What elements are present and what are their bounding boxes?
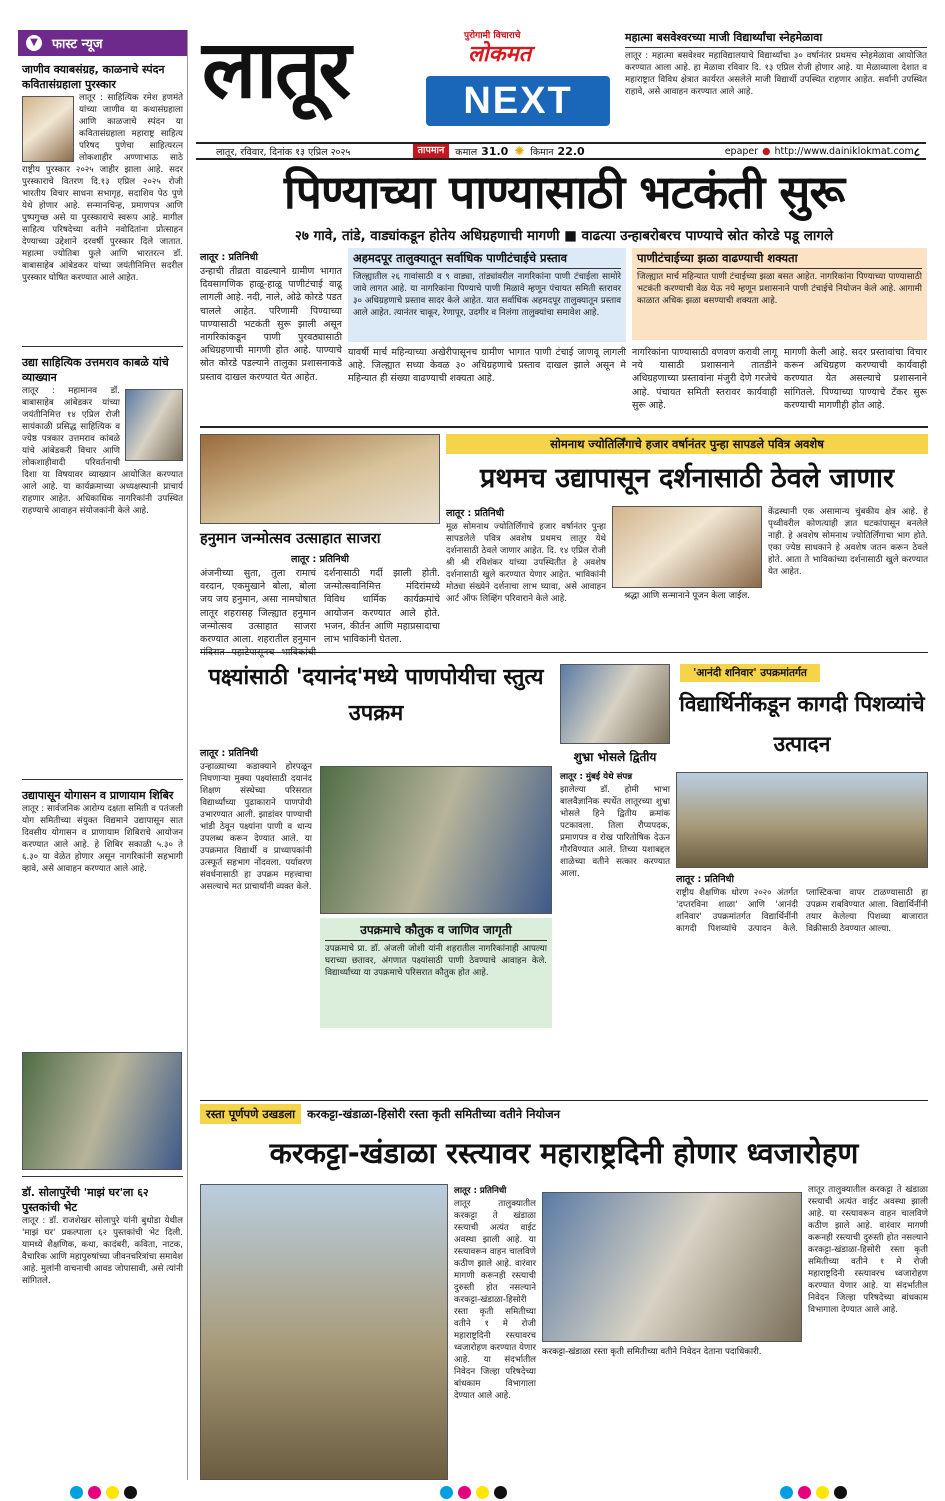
- lead-box-1: अहमदपूर तालुक्यातून सर्वाधिक पाणीटंचाईचे प्रस्ताव जिल्ह्यातील २६ गावांसाठी व ९ वाड्या, तांड्यांवरील नागरिकांना पाणी टंचाईला सामोरे जावे लागत आहे. या नागरिकांना पिण्याचे पाणी मिळावे म्हणून पंचायत समिती स्तरावर ३० अधिग्रहणाचे प्रस्ताव सादर केले आहेत. यात सर्वाधिक अहमदपूर तालुक्यातून प्रस्ताव आले आहेत. त्यानंतर चाकूर, रेणापूर, उदगीर व निलंगा तालुक्यांचा समावेश आहे.: [348, 248, 626, 342]
- dayanand-col-1: लातूर : प्रतिनिधी उन्हाळ्याच्या कडाक्याने होरपळून निघणाऱ्या मुक्या पक्ष्यांसाठी दयानंद शिक्षण संस्थेच्या परिसरात विद्यार्थ्यांच्या पुढाकाराने पाणपोयी उभारण्यात आली. झाडांवर पाण्याची भांडी ठेवून पक्ष्यांना पाणी व धान्य उपलब्ध करून देण्यात आले. या उपक्रमात विद्यार्थी व प्राध्यापकांनी उत्स्फूर्त सहभाग नोंदवला. पर्यावरण संवर्धनासाठी हा उपक्रम महत्त्वाचा असल्याचे मत प्राचार्यांनी व्यक्त केले.: [200, 748, 312, 892]
- somnath-headline: प्रथमच उद्यापासून दर्शनासाठी ठेवले जाणार: [479, 463, 895, 494]
- register-mark: [458, 1486, 471, 1499]
- anandi-kicker: 'आनंदी शनिवार' उपक्रमांतर्गत: [680, 664, 820, 682]
- yoga-photo: [22, 1052, 182, 1170]
- page-number: ८: [913, 144, 920, 159]
- next-logo: NEXT: [426, 76, 610, 126]
- sidebar-item: उद्यापासून योगासन व प्राणायाम शिबिर लातूर : सार्वजनिक आरोग्य दक्षता समिती व पतंजली योग समितीच्या संयुक्त विद्यमाने उद्यापासून सात दिवसीय योगासन व प्राणायाम शिबिराचे आयोजन करण्यात आले आहे. हे शिबिर सकाळी ५.३० ते ६.३० या वेळेत होणार असून नागरिकांनी सहभागी व्हावे, असे आवाहन करण्यात आले आहे.: [18, 784, 187, 1170]
- karkatta-kicker: रस्ता पूर्णपणे उखडला: [200, 1104, 301, 1124]
- road-photo: [200, 1184, 448, 1480]
- hanuman-story: लातूर : प्रतिनिधी अंजनीच्या सुता, तुला रामाचं वरदान, एकमुखाने बोला, बोला जय जय हनुमान, असा नामघोषात लातूर शहरासह जिल्ह्यात हनुमान जन्मोत्सव उत्साहात साजरा करण्यात आला. शहरातील हनुमान दर्शनासाठी गर्दी झाली होती. जन्मोत्सवानिमित्त मंदिरांमध्ये विविध धार्मिक कार्यक्रमांचे आयोजन करण्यात आले होते. भजन, कीर्तन आणि महाप्रसादाचा लाभ भाविकांनी घेतला.: [200, 554, 440, 646]
- dayanand-photo: [320, 766, 552, 914]
- karkatta-col-1: लातूर : प्रतिनिधी लातूर तालुक्यातील करकट्टा ते खंडाळा रस्त्याची अत्यंत वाईट अवस्था झाली आहे. या रस्त्यावरून वाहन चालविणे कठीण झाले आहे. वारंवार मागणी करूनही रस्त्याची दुरुस्ती होत नसल्याने करकट्टा-खंडाळा-हिसोरी रस्ता कृती समितीच्या वतीने १ मे रोजी महाराष्ट्रदिनी रस्त्यावरच ध्वजारोहण करण्यात येणार आहे. या संदर्भातील निवेदन जिल्हा परिषदेच्या बांधकाम विभागाला देण्यात आले आहे.: [454, 1186, 536, 1401]
- register-mark: [476, 1486, 489, 1499]
- anandi-headline: विद्यार्थिनींकडून कागदी पिशव्यांचे उत्पादन: [679, 692, 925, 756]
- dateline: लातूर, रविवार, दिनांक १३ एप्रिल २०२५: [216, 146, 351, 158]
- karkatta-col-2: लातूर तालुक्यातील करकट्टा ते खंडाळा रस्त्याची अत्यंत वाईट अवस्था झाली आहे. या रस्त्यावरून वाहन चालविणे कठीण झाले आहे. वारंवार मागणी करूनही रस्त्याची दुरुस्ती होत नसल्याने करकट्टा-खंडाळा-हिसोरी रस्ता कृती समितीच्या वतीने १ मे रोजी महाराष्ट्रदिनी रस्त्यावरच ध्वजारोहण करण्यात येणार आहे. या संदर्भातील निवेदन जिल्हा परिषदेच्या बांधकाम विभागाला देण्यात आले आहे.: [808, 1185, 928, 1315]
- sidebar-item: उद्या साहित्यिक उत्तमराव काबळे यांचे व्याख्यान लातूर : महामानव डॉ. बाबासाहेब आंबेडकर यांच्या जयंतीनिमित्त १४ एप्रिल रोजी सायंकाळी प्रसिद्ध साहित्यिक व ज्येष्ठ पत्रकार उत्तमराव कांबळे यांचे आंबेडकरी विचार आणि लोकशाहीवादी परिवर्तनाची दिशा या विषयावर व्याख्यान आयोजित करण्यात आले आहे. या कार्यक्रमाच्या अध्यक्षस्थानी प्राचार्य राहणार आहेत. अधिकाधिक नागरिकांनी उपस्थित राहण्याचे आवाहन संयोजकांनी केले आहे.: [22, 356, 183, 516]
- register-mark: [124, 1486, 137, 1499]
- lead-headline: पिण्याच्या पाण्यासाठी भटकंती सुरू: [283, 165, 845, 219]
- dayanand-box: उपक्रमाचे कौतुक व जाणिव जागृती उपक्रमाचे प्रा. डॉ. अंजली जोशी यांनी शहरातील नागरिकांनाही आपल्या घराच्या छतावर, अंगणात पक्ष्यांसाठी पाणी ठेवण्याचे आवाहन केले. विद्यार्थ्यांच्या या उपक्रमाचे परिसरात कौतुक होत आहे.: [320, 918, 552, 1028]
- register-mark: [780, 1486, 793, 1499]
- temperature-label: तापमान: [413, 144, 450, 158]
- chevron-down-icon: ▼: [26, 35, 42, 51]
- dayanand-headline: पक्ष्यांसाठी 'दयानंद'मध्ये पाणपोयीचा स्तुत्य उपक्रम: [208, 665, 544, 726]
- register-mark: [88, 1486, 101, 1499]
- website-link[interactable]: http://www.dainiklokmat.com: [774, 145, 914, 157]
- somnath-kicker: सोमनाथ ज्योतिर्लिंगाचे हजार वर्षानंतर पुन्हा सापडले पवित्र अवशेष: [446, 434, 928, 454]
- max-temp: 31.0: [481, 144, 509, 158]
- register-mark: [494, 1486, 507, 1499]
- shubha-story: लातूर : मुंबई येथे संपन्न झालेल्या डॉ. होमी भाभा बालवैज्ञानिक स्पर्धेत लातूरच्या शुभ्रा भोसले हिने द्वितीय क्रमांक पटकावला. तिला रौप्यपदक, प्रमाणपत्र व रोख पारितोषिक देऊन गौरविण्यात आले. तिच्या यशाबद्दल शाळेच्या वतीने सत्कार करण्यात आला.: [560, 772, 670, 879]
- somnath-photo: [612, 506, 762, 588]
- author-photo: [125, 389, 183, 461]
- tagline: पुरोगामी विचाराचे: [464, 31, 521, 41]
- shubha-caption: शुभ्रा भोसले द्वितीय: [573, 750, 657, 764]
- sidebar-item: जाणीव क्याबसंग्रह, काळनाचे स्पंदन कवितासंग्रहाला पुरस्कार लातूर : साहित्यिक रमेश हणमंते यांच्या जाणीव या कथासंग्रहाला आणि काळजाचे स्पंदन या कवितासंग्रहाला महाराष्ट्र साहित्य परिषद पुणेचा साहित्यरत्न लोकशाहीर अण्णाभाऊ साठे राष्ट्रीय पुरस्कार २०२५ जाहीर झाला आहे. सदर पुरस्काराचे वितरण दि.१३ एप्रिल २०२५ रोजी भारतीय विचार साधना सभागृह, सदाशिव पेठ पुणे येथे होणार आहे. सन्मानचिन्ह, प्रमाणपत्र आणि पुष्पगुच्छ असे या पुरस्काराचे स्वरूप आहे. मागील साहित्य परिषदेच्या वतीने नवोदितांना प्रोत्साहन देण्याच्या उद्देशाने दरवर्षी पुरस्कार दिले जातात. महात्मा ज्योतिबा फुले आणि भारतरत्न डॉ. बाबासाहेब आंबेडकर यांच्या जयंतीनिमित्त सदरील पुरस्कार घोषित करण्यात आले आहेत.: [22, 63, 183, 283]
- shubha-photo: [560, 664, 670, 744]
- min-temp: 22.0: [557, 144, 585, 158]
- epaper-icon: ●: [762, 145, 771, 157]
- author-photo: [22, 96, 74, 162]
- top-news-box: महात्मा बसवेश्वरच्या माजी विद्यार्थ्यांचा स्नेहमेळावा लातूर : महात्मा बसवेश्वर महाविद्यालयाचे विद्यार्थ्यांचा ३० वर्षानंतर प्रथमच स्नेहमेळावा आयोजित करण्यात आला आहे. हा मेळावा रविवार दि. १३ एप्रिल रोजी होणार आहे. या मेळाव्याला देशात व महाराष्ट्रात विविध क्षेत्रात कार्यरत असलेले माजी विद्यार्थी उपस्थित राहणार आहेत. सर्वांनी उपस्थित राहावे, असे आवाहन करण्यात आले आहे.: [625, 31, 927, 97]
- sidebar-item: डॉ. सोलापुरेंची 'माझं घर'ला ६२ पुस्तकांची भेट लातूर : डॉ. राजशेखर सोलापुरे यांनी बुधोडा येथील 'माझं घर' प्रकल्पाला ६२ पुस्तकांची भेट दिली. यामध्ये शैक्षणिक, कथा, कादंबरी, कविता, नाटक, वैचारिक आणि महापुरुषांच्या जीवनचरित्रांचा समावेश आहे. मुलांनी वाचनाची आवड जोपासावी, असे त्यांनी सांगितले.: [22, 1186, 183, 1286]
- register-mark: [834, 1486, 847, 1499]
- epaper-label: epaper: [724, 145, 759, 157]
- karkatta-caption: करकट्टा-खंडाळा रस्ता कृती समितीच्या वतीने निवेदन देताना पदाधिकारी.: [542, 1347, 762, 1357]
- karkatta-memorandum-photo: [542, 1192, 802, 1342]
- register-mark: [106, 1486, 119, 1499]
- register-mark: [70, 1486, 83, 1499]
- anandi-story: लातूर : प्रतिनिधी राष्ट्रीय शैक्षणिक धोरण २०२० अंतर्गत 'दप्तरविना शाळा' आणि 'आनंदी शनिवार' उपक्रमांतर्गत विद्यार्थिनींनी कागदी पिशव्यांचे उत्पादन केले. प्लास्टिकचा वापर टाळण्यासाठी हा उपक्रम राबविण्यात आला. विद्यार्थिनींनी तयार केलेल्या पिशव्या बाजारात विक्रीसाठी ठेवण्यात आल्या.: [676, 874, 928, 934]
- masthead: [196, 23, 618, 146]
- karkatta-kicker-bar: रस्ता पूर्णपणे उखडला करकट्टा-खंडाळा-हिसोरी रस्ता कृती समितीच्या वतीने नियोजन: [200, 1104, 928, 1124]
- karkatta-headline: करकट्टा-खंडाळा रस्त्यावर महाराष्ट्रदिनी होणार ध्वजारोहण: [269, 1136, 859, 1170]
- top-news-title: महात्मा बसवेश्वरच्या माजी विद्यार्थ्यांचा स्नेहमेळावा: [625, 30, 927, 48]
- lead-box-2: पाणीटंचाईच्या झळा वाढण्याची शक्यता जिल्ह्यात मार्च महिन्यात पाणी टंचाईच्या झळा बसत आहेत. नागरिकांना पिण्याच्या पाण्यासाठी भटकंती करण्याची वेळ येऊ नये म्हणून प्रशासनाने पाणी टंचाईचे नियोजन केले आहे. आगामी काळात अधिक झळा बसण्याची शक्यता आहे.: [632, 248, 927, 340]
- color-register-strip: [0, 1484, 945, 1501]
- somnath-caption: श्रद्धा आणि सन्मानाने पूजन केला जाईल.: [624, 591, 750, 601]
- hanuman-temple-photo: [200, 434, 440, 524]
- lead-col-3: नागरिकांना पाण्यासाठी वणवण करावी लागू नये यासाठी प्रशासनाने तातडीने अधिग्रहणाच्या प्रस्तावांना मंजुरी देणे गरजेचे आहे. पंचायत समिती स्तरावर कार्यवाही सुरू आहे.: [632, 347, 777, 411]
- register-mark: [816, 1486, 829, 1499]
- somnath-col-1: लातूर : प्रतिनिधी मूळ सोमनाथ ज्योतिर्लिंगाचे हजार वर्षानंतर पुन्हा सापडलेले पवित्र अवशेष प्रथमच लातूर येथे दर्शनासाठी ठेवले जाणार आहेत. दि. १४ एप्रिल रोजी श्री श्री रविशंकर यांच्या उपस्थितीत हे अवशेष दर्शनासाठी खुले करण्यात येणार आहेत. भाविकांनी मोठ्या संख्येने दर्शनाचा लाभ घ्यावा, असे आवाहन आर्ट ऑफ लिव्हिंग परिवाराने केले आहे.: [446, 508, 606, 604]
- lead-col-4: मागणी केली आहे. सदर प्रस्तावांचा विचार करून अधिग्रहण करण्याची कार्यवाही करण्यात येत असल्याचे प्रशासनाने सांगितले. पिण्याच्या पाण्याचे टँकर सुरू करण्याची मागणीही होत आहे.: [784, 347, 927, 411]
- hanuman-caption: हनुमान जन्मोत्सव उत्साहात साजरा: [200, 531, 381, 547]
- register-mark: [798, 1486, 811, 1499]
- sidebar: [18, 30, 188, 1480]
- dateline-bar: लातूर, रविवार, दिनांक १३ एप्रिल २०२५ तापमान कमाल 31.0 ✺ किमान 22.0 epaper ● http://www.dainiklokmat.com ८: [196, 142, 926, 160]
- anandi-photo: [676, 772, 928, 868]
- lead-col-2: यावर्षी मार्च महिन्याच्या अखेरीपासूनच ग्रामीण भागात पाणी टंचाई जाणवू लागली आहे. जिल्ह्यात सध्या केवळ ३० अधिग्रहणाचे प्रस्ताव दाखल झाले असून मे महिन्यात ही संख्या वाढण्याची शक्यता आहे.: [348, 347, 626, 385]
- sun-icon: ✺: [514, 144, 525, 158]
- brand-logo: लोकमत: [468, 42, 532, 67]
- lead-subhead: २७ गावे, तांडे, वाड्यांकडून होतेय अधिग्रहणाची मागणी ■ वाढत्या उन्हाबरोबरच पाण्याचे स्रोत कोरडे पडू लागले: [294, 228, 834, 244]
- somnath-col-2: केंद्रस्थानी एक असामान्य चुंबकीय क्षेत्र आहे. हे पृथ्वीवरील कोणत्याही ज्ञात घटकांपासून बनलेले नाही. हे अवशेष सोमनाथ ज्योतिर्लिंगाचा भाग होते. एका ज्येष्ठ साधकाने हे अवशेष जतन करून ठेवले होते. आता ते भाविकांच्या दर्शनासाठी खुले करण्यात येत आहेत.: [768, 507, 928, 577]
- register-mark: [440, 1486, 453, 1499]
- sidebar-header: ▼ फास्ट न्यूज: [18, 30, 187, 56]
- masthead-title: लातूर: [202, 23, 350, 116]
- lead-col-1: लातूर : प्रतिनिधी उन्हाची तीव्रता वाढल्याने ग्रामीण भागात दिवसागणिक हाळू-हाळू पाणीटंचाई वाढू लागली आहे. नदी, नाले, ओढे कोरडे पडत चालले आहेत. परिणामी पिण्याच्या पाण्यासाठी भटकंती सुरू झाली असून नागरिकांकडून पाणी पुरवठ्यासाठी अधिग्रहणाची मागणी होत आहे. पाण्याचे स्रोत कोरडे पडल्याने तालुका प्रशासनाकडे प्रस्ताव दाखल करण्यात येत आहेत.: [200, 252, 342, 383]
